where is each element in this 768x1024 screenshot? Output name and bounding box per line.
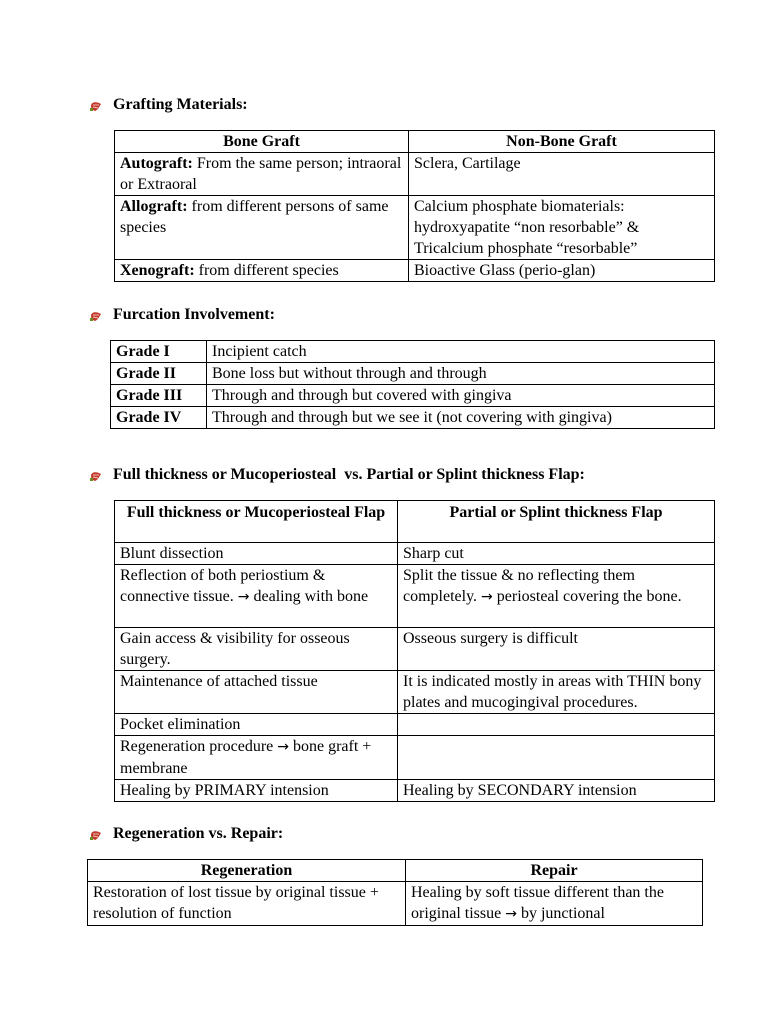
grade-label: Grade III — [111, 385, 207, 407]
shell-bullet-icon — [90, 470, 102, 482]
table-cell: Reflection of both periostium & connective tissue. → dealing with bone — [115, 565, 398, 628]
heading-text: Regeneration vs. Repair: — [113, 825, 284, 842]
right-arrow-icon: → — [481, 589, 493, 605]
shell-bullet-icon — [90, 100, 102, 112]
table-cell: It is indicated mostly in areas with THIN bony plates and mucogingival procedures. — [398, 671, 715, 714]
table-row — [111, 341, 715, 363]
regeneration-table — [87, 859, 703, 926]
table-cell — [398, 736, 715, 780]
table-row — [115, 196, 715, 260]
table-cell: Maintenance of attached tissue — [115, 671, 398, 714]
right-arrow-icon: → — [237, 589, 250, 605]
table-row — [115, 671, 715, 714]
heading-text: Grafting Materials: — [113, 96, 248, 113]
grade-label: Grade IV — [111, 407, 207, 429]
table-cell: Healing by soft tissue different than the original tissue → by junctional — [406, 882, 703, 926]
right-arrow-icon: → — [505, 906, 517, 922]
grade-label: Grade I — [111, 341, 207, 363]
table-cell: Sclera, Cartilage — [409, 153, 715, 196]
table-row — [111, 363, 715, 385]
table-cell: Pocket elimination — [115, 714, 398, 736]
table-cell: Blunt dissection — [115, 543, 398, 565]
grade-description: Through and through but covered with gingiva — [207, 385, 715, 407]
table-row — [115, 714, 715, 736]
table-cell: Bioactive Glass (perio-glan) — [409, 260, 715, 282]
grade-label: Grade II — [111, 363, 207, 385]
table-row — [88, 882, 703, 926]
table-row — [115, 260, 715, 282]
table-cell: Restoration of lost tissue by original tissue + resolution of function — [88, 882, 406, 926]
table-row — [111, 407, 715, 429]
grafting-table — [114, 130, 715, 282]
table-cell: Regeneration procedure → bone graft + membrane — [115, 736, 398, 780]
flap-table — [114, 500, 715, 802]
column-header: Bone Graft — [115, 131, 409, 153]
table-row — [115, 153, 715, 196]
table-cell: Healing by SECONDARY intension — [398, 780, 715, 802]
table-row — [115, 736, 715, 780]
shell-bullet-icon — [90, 829, 102, 841]
furcation-table — [110, 340, 715, 429]
table-row — [115, 543, 715, 565]
column-header: Regeneration — [88, 860, 406, 882]
table-cell: Sharp cut — [398, 543, 715, 565]
table-cell: Healing by PRIMARY intension — [115, 780, 398, 802]
table-row — [115, 565, 715, 628]
table-cell: Xenograft: from different species — [115, 260, 409, 282]
table-cell — [398, 714, 715, 736]
table-cell: Allograft: from different persons of same species — [115, 196, 409, 260]
table-cell: Osseous surgery is difficult — [398, 628, 715, 671]
column-header: Non-Bone Graft — [409, 131, 715, 153]
column-header: Partial or Splint thickness Flap — [398, 501, 715, 543]
grade-description: Bone loss but without through and through — [207, 363, 715, 385]
table-header-row — [88, 860, 703, 882]
table-row — [111, 385, 715, 407]
shell-bullet-icon — [90, 310, 102, 322]
grade-description: Incipient catch — [207, 341, 715, 363]
right-arrow-icon: → — [277, 739, 289, 755]
table-row — [115, 780, 715, 802]
column-header: Repair — [406, 860, 703, 882]
table-header-row — [115, 501, 715, 543]
column-header: Full thickness or Mucoperiosteal Flap — [115, 501, 398, 543]
table-cell: Gain access & visibility for osseous surgery. — [115, 628, 398, 671]
heading-furcation-involvement — [90, 304, 275, 325]
table-cell: Split the tissue & no reflecting them completely. → periosteal covering the bone. — [398, 565, 715, 628]
table-cell: Calcium phosphate biomaterials: hydroxyapatite “non resorbable” & Tricalcium phosphate “resorbable” — [409, 196, 715, 260]
heading-text: Full thickness or Mucoperiosteal vs. Partial or Splint thickness Flap: — [113, 466, 585, 483]
heading-regeneration-vs-repair — [90, 823, 283, 844]
heading-flap-comparison — [90, 464, 585, 485]
heading-text: Furcation Involvement: — [113, 306, 275, 323]
grade-description: Through and through but we see it (not covering with gingiva) — [207, 407, 715, 429]
table-header-row — [115, 131, 715, 153]
table-cell: Autograft: From the same person; intraoral or Extraoral — [115, 153, 409, 196]
heading-grafting-materials — [90, 94, 248, 115]
table-row — [115, 628, 715, 671]
